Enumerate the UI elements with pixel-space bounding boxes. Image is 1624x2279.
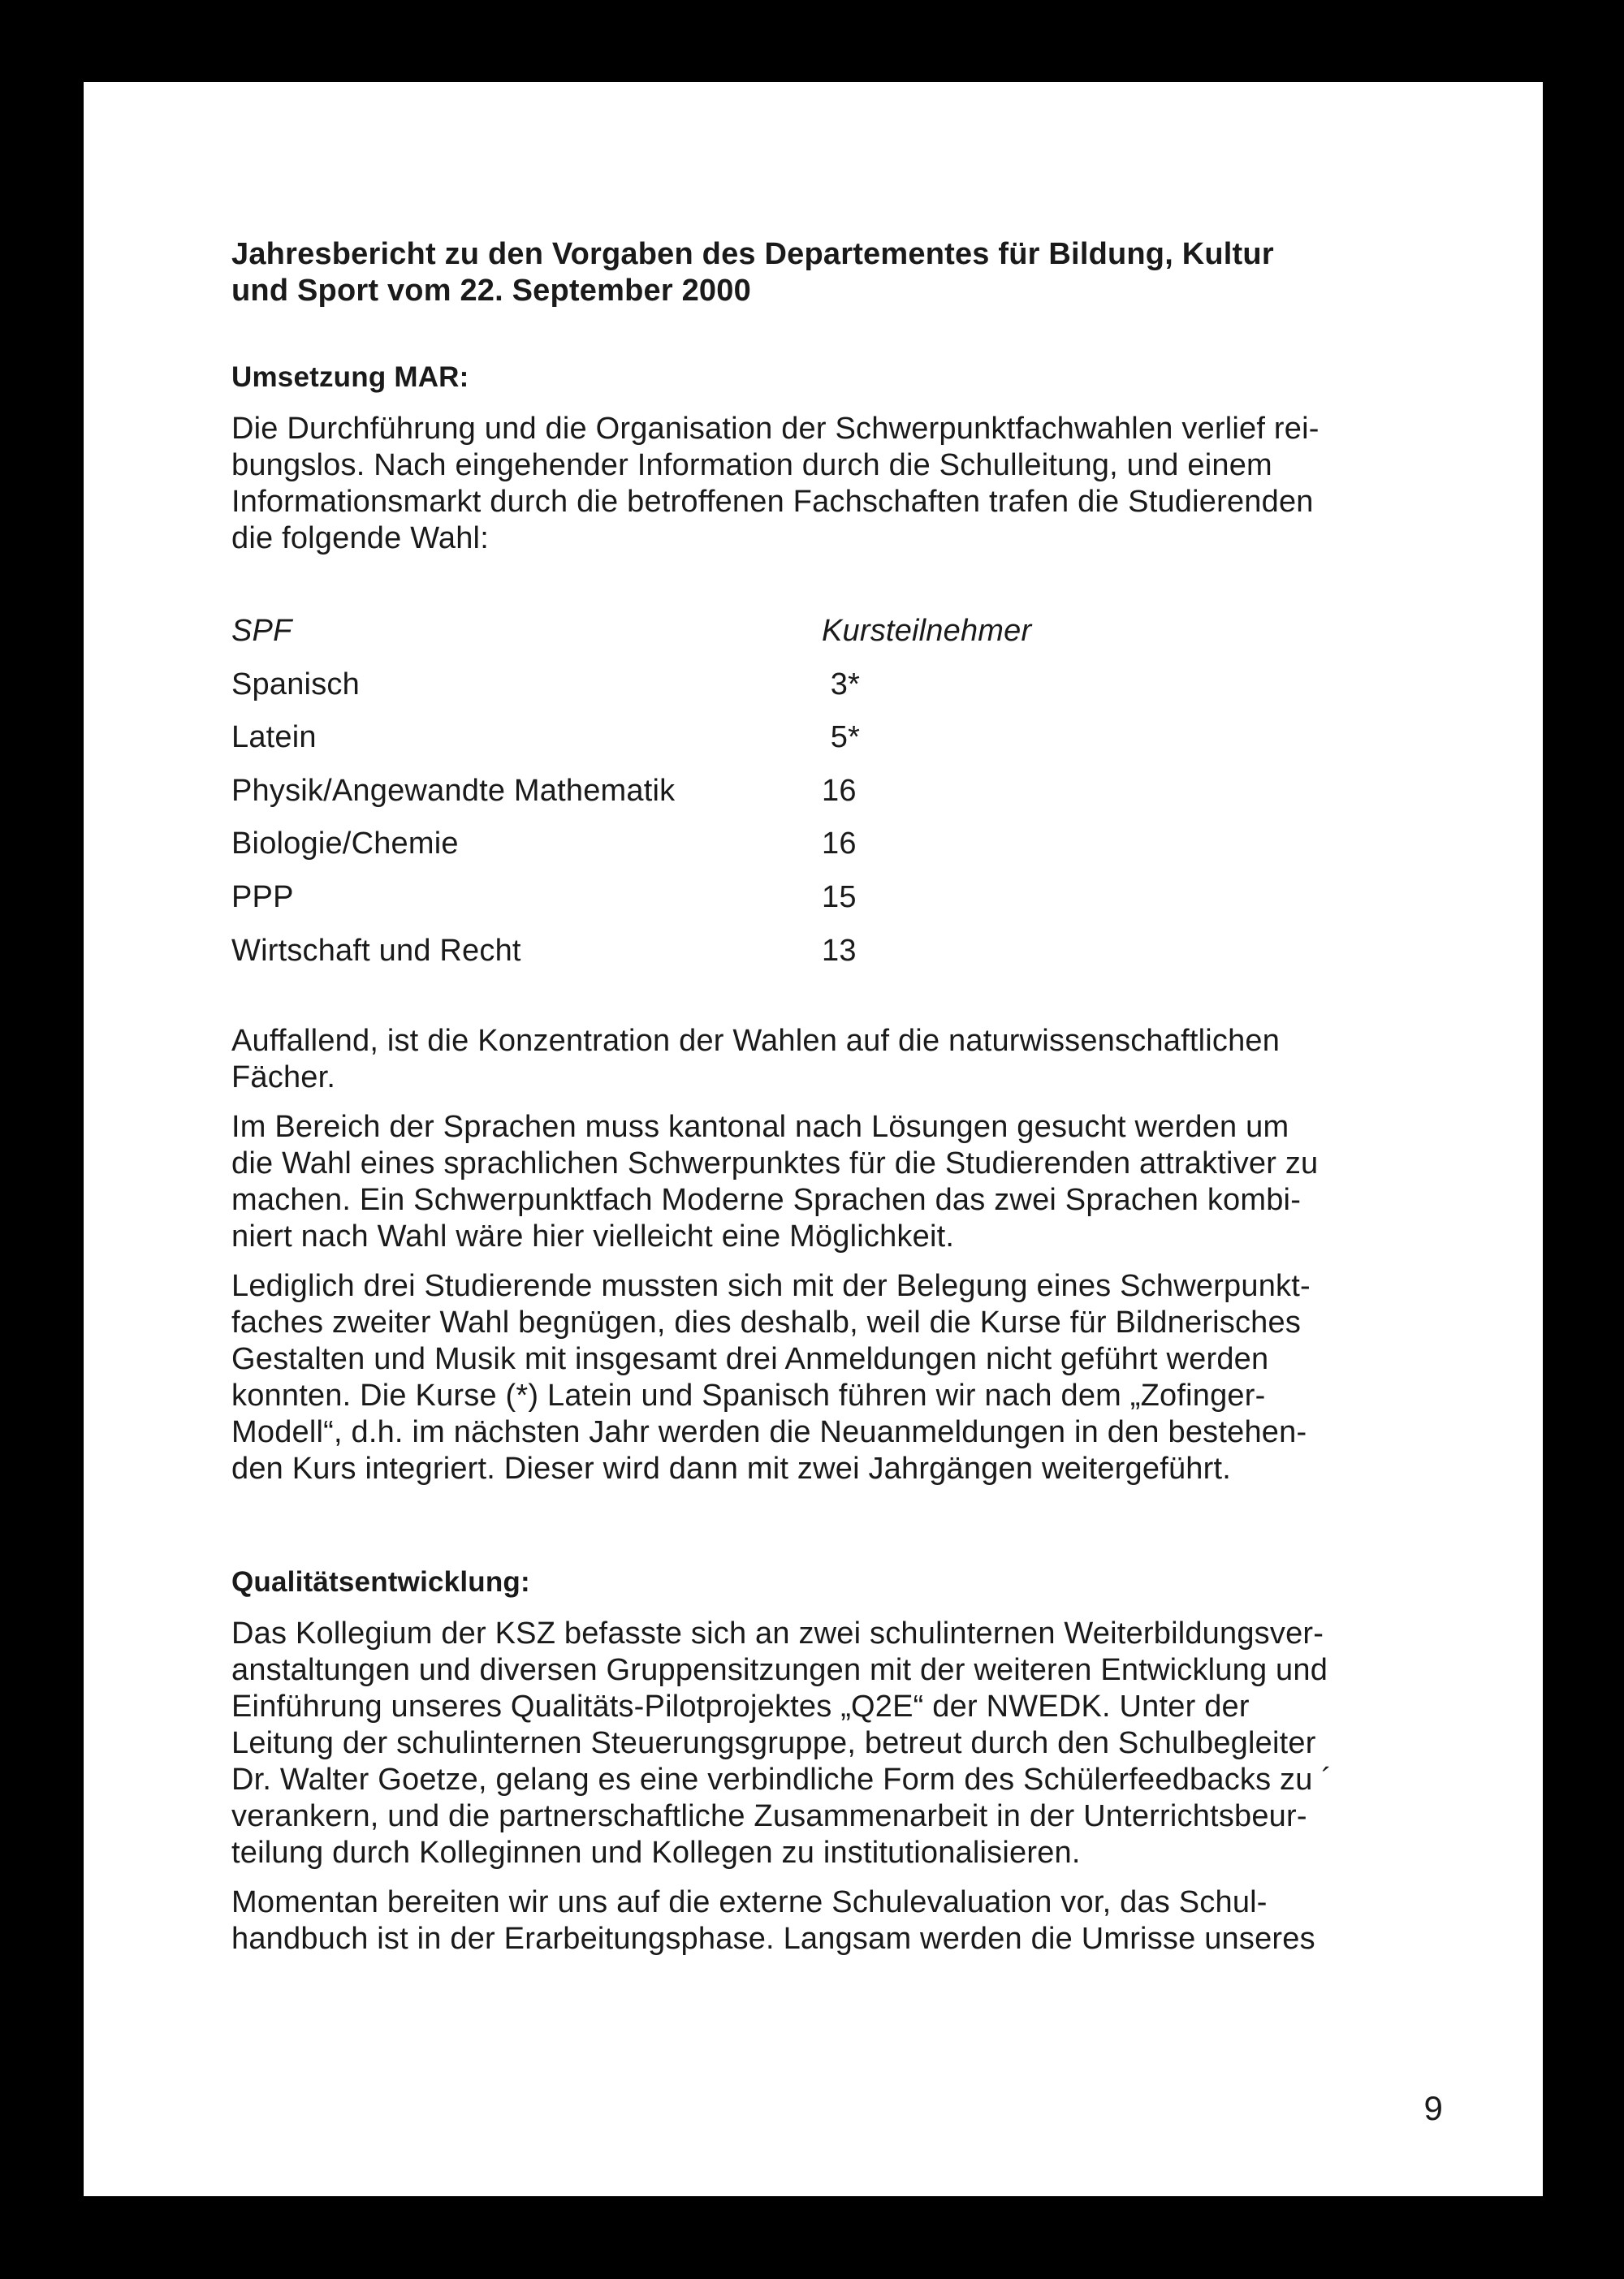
paragraph: [231, 1884, 1449, 1957]
text-line: Die Durchführung und die Organisation der Schwerpunktfachwahlen verlief rei-: [231, 412, 1320, 446]
mar-intro-paragraph: [231, 411, 1449, 557]
table-row: [231, 667, 1228, 720]
count-cell: 3*: [822, 667, 861, 701]
text-line: Leitung der schulinternen Steuerungsgruppe, betreut durch den Schulbegleiter: [231, 1726, 1316, 1761]
document-page: [84, 82, 1543, 2196]
text-line: die folgende Wahl:: [231, 521, 489, 555]
text-line: faches zweiter Wahl begnügen, dies deshalb, weil die Kurse für Bildnerisches: [231, 1306, 1302, 1340]
text-line: Auffallend, ist die Konzentration der Wahlen auf die naturwissenschaftlichen: [231, 1024, 1281, 1059]
table-row: [231, 826, 1228, 879]
text-line: Informationsmarkt durch die betroffenen Fachschaften trafen die Studierenden: [231, 485, 1314, 519]
subject-cell: Latein: [231, 720, 317, 755]
column-header-spf: SPF: [231, 614, 292, 648]
paragraph: [231, 1268, 1449, 1487]
text-line: machen. Ein Schwerpunktfach Moderne Sprachen das zwei Sprachen kombi-: [231, 1183, 1302, 1218]
table-row: [231, 933, 1228, 986]
text-line: Fächer.: [231, 1060, 336, 1095]
section-heading-quality: Qualitätsentwicklung:: [231, 1566, 530, 1599]
text-line: bungslos. Nach eingehender Information durch die Schulleitung, und einem: [231, 448, 1272, 482]
text-line: teilung durch Kolleginnen und Kollegen zu institutionalisieren.: [231, 1836, 1081, 1871]
count-cell: 5*: [822, 720, 861, 755]
text-line: die Wahl eines sprachlichen Schwerpunktes für die Studierenden attraktiver zu: [231, 1146, 1319, 1181]
spf-enrollment-table: [231, 613, 1228, 986]
text-line: Modell“, d.h. im nächsten Jahr werden die Neuanmeldungen in den bestehen-: [231, 1415, 1307, 1450]
text-line: niert nach Wahl wäre hier vielleicht eine Möglichkeit.: [231, 1219, 955, 1254]
report-title: [231, 236, 1449, 309]
text-line: den Kurs integriert. Dieser wird dann mit zwei Jahrgängen weitergeführt.: [231, 1452, 1231, 1487]
text-line: anstaltungen und diversen Gruppensitzungen mit der weiteren Entwicklung und: [231, 1653, 1328, 1688]
count-cell: 16: [822, 827, 857, 861]
column-header-kursteilnehmer: Kursteilnehmer: [822, 614, 1032, 648]
page-content: [231, 236, 1449, 1957]
text-line: Lediglich drei Studierende mussten sich mit der Belegung eines Schwerpunkt-: [231, 1269, 1311, 1304]
paragraph: [231, 1109, 1449, 1255]
title-line: und Sport vom 22. September 2000: [231, 274, 751, 308]
text-line: konnten. Die Kurse (*) Latein und Spanisch führen wir nach dem „Zofinger-: [231, 1379, 1266, 1414]
text-line: Im Bereich der Sprachen muss kantonal nach Lösungen gesucht werden um: [231, 1110, 1289, 1145]
subject-cell: Wirtschaft und Recht: [231, 933, 521, 968]
page-number: 9: [1423, 2089, 1443, 2127]
subject-cell: PPP: [231, 879, 294, 914]
text-line: Das Kollegium der KSZ befasste sich an zwei schulinternen Weiterbildungsver-: [231, 1616, 1324, 1651]
table-row: [231, 879, 1228, 933]
count-cell: 13: [822, 933, 857, 968]
title-line: Jahresbericht zu den Vorgaben des Departementes für Bildung, Kultur: [231, 237, 1274, 271]
section-spacer: [231, 1487, 1449, 1565]
subject-cell: Physik/Angewandte Mathematik: [231, 773, 676, 808]
paragraph: [231, 1616, 1449, 1871]
text-line: Dr. Walter Goetze, gelang es eine verbindliche Form des Schülerfeedbacks zu ´: [231, 1763, 1332, 1798]
text-line: handbuch ist in der Erarbeitungsphase. Langsam werden die Umrisse unseres: [231, 1922, 1315, 1957]
subject-cell: Biologie/Chemie: [231, 827, 459, 861]
count-cell: 16: [822, 773, 857, 808]
text-line: verankern, und die partnerschaftliche Zusammenarbeit in der Unterrichtsbeur-: [231, 1799, 1307, 1834]
paragraph: [231, 1023, 1449, 1096]
section-heading-mar: Umsetzung MAR:: [231, 361, 469, 393]
count-cell: 15: [822, 879, 857, 914]
subject-cell: Spanisch: [231, 667, 360, 701]
table-row: [231, 773, 1228, 827]
table-row: [231, 719, 1228, 773]
text-line: Momentan bereiten wir uns auf die externe Schulevaluation vor, das Schul-: [231, 1885, 1268, 1920]
text-line: Gestalten und Musik mit insgesamt drei Anmeldungen nicht geführt werden: [231, 1342, 1269, 1377]
text-line: Einführung unseres Qualitäts-Pilotprojektes „Q2E“ der NWEDK. Unter der: [231, 1690, 1250, 1724]
table-header-row: [231, 613, 1228, 667]
